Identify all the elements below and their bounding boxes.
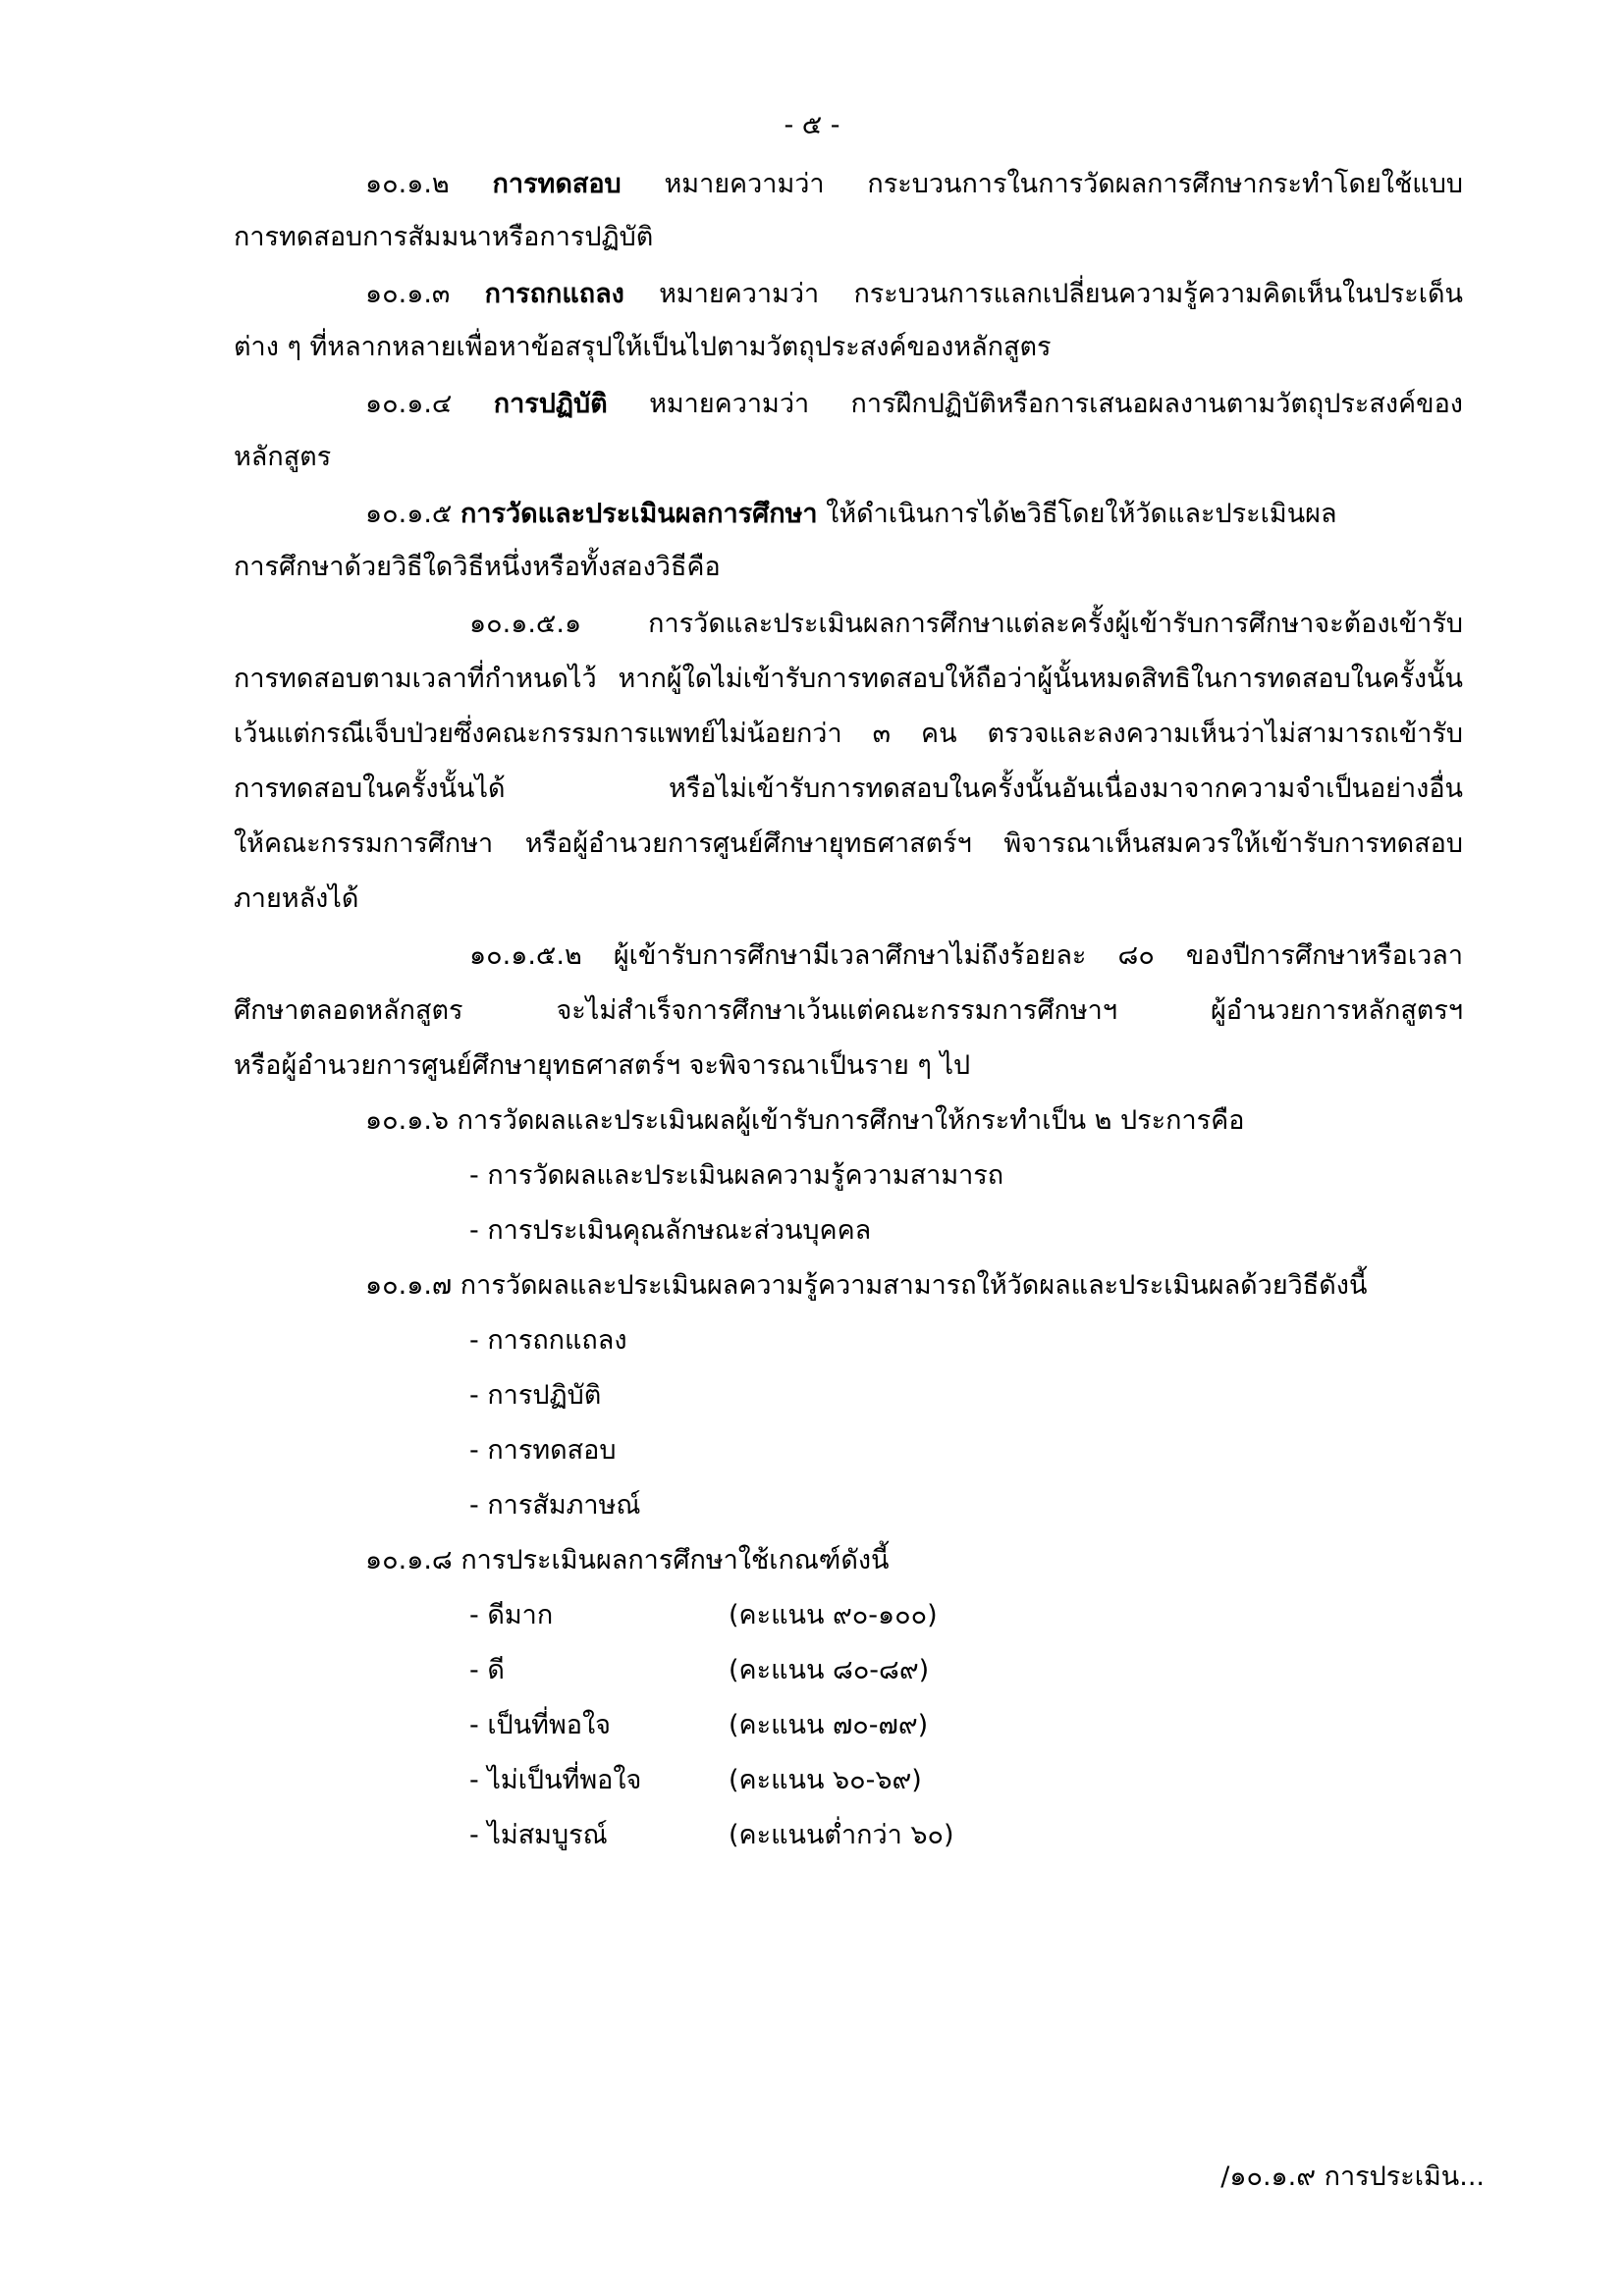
- defined-term: การถกแถลง: [484, 279, 624, 309]
- paragraph-10-1-5-1-line-6: ภายหลังได้: [234, 883, 359, 914]
- paragraph-10-1-6-heading: ๑๐.๑.๖ การวัดผลและประเมินผลผู้เข้ารับการศึกษาให้กระทำเป็น ๒ ประการคือ: [365, 1105, 1245, 1136]
- grade-range: (คะแนน ๗๐-๗๙): [729, 1710, 929, 1740]
- paragraph-10-1-5-2-line-3: หรือผู้อำนวยการศูนย์ศึกษายุทธศาสตร์ฯ จะพิจารณาเป็นราย ๆ ไป: [234, 1050, 971, 1081]
- paragraph-10-1-3-line-1: [365, 275, 1463, 314]
- grade-range: (คะแนนต่ำกว่า ๖๐): [729, 1820, 954, 1850]
- paragraph-10-1-5-1-line-3: เว้นแต่กรณีเจ็บป่วยซึ่งคณะกรรมการแพทย์ไม่น้อยกว่า ๓ คน ตรวจและลงความเห็นว่าไม่สามารถเข้ารับ: [234, 719, 1463, 749]
- list-item: - การสัมภาษณ์: [469, 1490, 641, 1521]
- paragraph-10-1-5-1-line-1: ๑๐.๑.๕.๑ การวัดและประเมินผลการศึกษาแต่ละครั้งผู้เข้ารับการศึกษาจะต้องเข้ารับ: [469, 609, 1463, 639]
- paragraph-10-1-3-line-2: ต่าง ๆ ที่หลากหลายเพื่อหาข้อสรุปให้เป็นไปตามวัตถุประสงค์ของหลักสูตร: [234, 332, 1052, 362]
- paragraph-10-1-2-line-2: การทดสอบการสัมมนาหรือการปฏิบัติ: [234, 222, 654, 252]
- paragraph-10-1-4-line-2: หลักสูตร: [234, 442, 332, 472]
- list-item: - การทดสอบ: [469, 1435, 617, 1466]
- paragraph-10-1-8-heading: ๑๐.๑.๘ การประเมินผลการศึกษาใช้เกณฑ์ดังนี้: [365, 1545, 890, 1575]
- paragraph-10-1-5-1-line-5: ให้คณะกรรมการศึกษา หรือผู้อำนวยการศูนย์ศึกษายุทธศาสตร์ฯ พิจารณาเห็นสมควรให้เข้ารับการทดสอบ: [234, 828, 1463, 859]
- paragraph-10-1-5-line-1: [365, 495, 1337, 534]
- definition-text: หมายความว่า กระบวนการแลกเปลี่ยนความรู้ความคิดเห็นในประเด็น: [659, 279, 1463, 309]
- paragraph-10-1-5-2-line-1: ๑๐.๑.๕.๒ ผู้เข้ารับการศึกษามีเวลาศึกษาไม่ถึงร้อยละ ๘๐ ของปีการศึกษาหรือเวลา: [469, 940, 1463, 971]
- definition-text: หมายความว่า กระบวนการในการวัดผลการศึกษากระทำโดยใช้แบบ: [664, 169, 1463, 199]
- grade-range: (คะแนน ๙๐-๑๐๐): [729, 1600, 938, 1630]
- defined-term: การวัดและประเมินผลการศึกษา: [460, 499, 818, 529]
- grade-label: - ไม่เป็นที่พอใจ: [469, 1765, 642, 1795]
- section-number: ๑๐.๑.๕: [365, 499, 453, 529]
- paragraph-10-1-4-line-1: [365, 385, 1463, 424]
- paragraph-10-1-5-1-line-4: การทดสอบในครั้งนั้นได้ หรือไม่เข้ารับการทดสอบในครั้งนั้นอันเนื่องมาจากความจำเป็นอย่างอื่น: [234, 774, 1463, 804]
- grade-label: - ไม่สมบูรณ์: [469, 1820, 608, 1850]
- grade-label: - ดีมาก: [469, 1600, 554, 1630]
- section-number: ๑๐.๑.๔: [365, 389, 453, 419]
- list-item: - การวัดผลและประเมินผลความรู้ความสามารถ: [469, 1160, 1004, 1191]
- continuation-footer: /๑๐.๑.๙ การประเมิน...: [1220, 2162, 1485, 2192]
- definition-text: ให้ดำเนินการได้๒วิธีโดยให้วัดและประเมินผล: [826, 499, 1337, 529]
- list-item: - การปฏิบัติ: [469, 1380, 602, 1411]
- paragraph-10-1-7-heading: ๑๐.๑.๗ การวัดผลและประเมินผลความรู้ความสามารถให้วัดผลและประเมินผลด้วยวิธีดังนี้: [365, 1270, 1368, 1301]
- section-number: ๑๐.๑.๒: [365, 169, 450, 199]
- paragraph-10-1-2-line-1: [365, 165, 1463, 204]
- grade-range: (คะแนน ๖๐-๖๙): [729, 1765, 922, 1795]
- page-number: - ๕ -: [784, 110, 840, 140]
- defined-term: การปฏิบัติ: [493, 389, 608, 419]
- paragraph-10-1-5-2-line-2: ศึกษาตลอดหลักสูตร จะไม่สำเร็จการศึกษาเว้นแต่คณะกรรมการศึกษาฯ ผู้อำนวยการหลักสูตรฯ: [234, 995, 1463, 1026]
- section-number: ๑๐.๑.๓: [365, 279, 451, 309]
- grade-range: (คะแนน ๘๐-๘๙): [729, 1655, 930, 1685]
- definition-text: หมายความว่า การฝึกปฏิบัติหรือการเสนอผลงานตามวัตถุประสงค์ของ: [649, 389, 1463, 419]
- paragraph-10-1-5-line-2: การศึกษาด้วยวิธีใดวิธีหนึ่งหรือทั้งสองวิธีคือ: [234, 552, 721, 582]
- grade-label: - เป็นที่พอใจ: [469, 1710, 611, 1740]
- list-item: - การถกแถลง: [469, 1325, 627, 1356]
- list-item: - การประเมินคุณลักษณะส่วนบุคคล: [469, 1215, 872, 1246]
- defined-term: การทดสอบ: [492, 169, 622, 199]
- paragraph-10-1-5-1-line-2: การทดสอบตามเวลาที่กำหนดไว้ หากผู้ใดไม่เข้ารับการทดสอบให้ถือว่าผู้นั้นหมดสิทธิในการทดสอบในครั้งนั้น: [234, 664, 1463, 694]
- grade-label: - ดี: [469, 1655, 505, 1685]
